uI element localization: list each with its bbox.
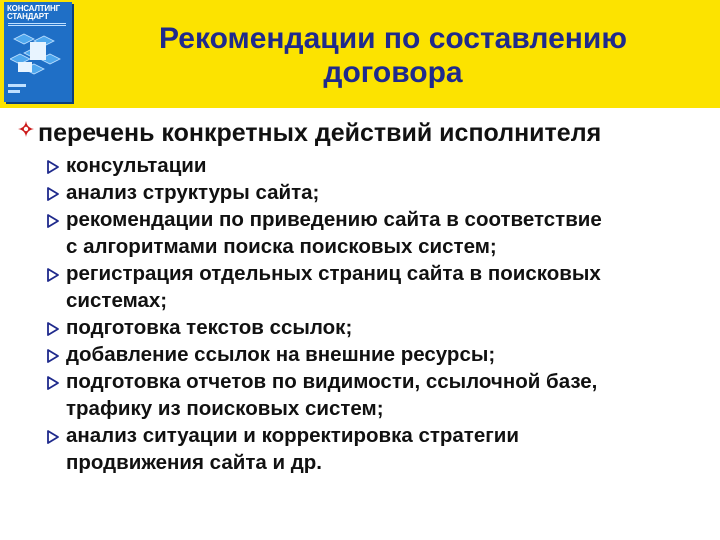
list-item: [0, 152, 706, 179]
slide-title-line1: Рекомендации по составлению: [159, 22, 627, 55]
list-item-line: регистрация отдельных страниц сайта в поисковых: [66, 262, 601, 285]
logo-footer-mark: [8, 84, 26, 87]
triangle-right-outline-icon: [46, 430, 60, 444]
logo-title-line1: КОНСАЛТИНГ: [7, 4, 60, 13]
triangle-right-outline-icon: [46, 322, 60, 336]
triangle-right-outline-icon: [46, 187, 60, 201]
list-item: [0, 368, 706, 422]
slide-title: [78, 22, 708, 90]
list-item: [0, 422, 706, 476]
list-item-line: с алгоритмами поиска поисковых систем;: [66, 235, 497, 258]
list-item-line: анализ структуры сайта;: [66, 181, 320, 204]
list-item: [0, 206, 706, 260]
consulting-standard-book-logo: [4, 2, 72, 102]
list-item-line: рекомендации по приведению сайта в соответствие: [66, 208, 602, 231]
triangle-right-outline-icon: [46, 268, 60, 282]
list-item-line: трафику из поисковых систем;: [66, 397, 384, 420]
cubes-illustration-icon: [10, 32, 66, 80]
slide-title-line2: договора: [323, 56, 463, 89]
four-point-star-icon: [18, 121, 34, 137]
triangle-right-outline-icon: [46, 160, 60, 174]
triangle-right-outline-icon: [46, 349, 60, 363]
main-heading: перечень конкретных действий исполнителя: [38, 119, 602, 147]
list-item: [0, 341, 706, 368]
list-item-line: консультации: [66, 154, 207, 177]
logo-title: [7, 5, 69, 21]
list-item-line: продвижения сайта и др.: [66, 451, 322, 474]
list-item-line: добавление ссылок на внешние ресурсы;: [66, 343, 496, 366]
logo-footer-mark-2: [8, 90, 20, 93]
list-item-line: системах;: [66, 289, 168, 312]
logo-subtitle-lines: [8, 23, 66, 29]
list-item-line: подготовка отчетов по видимости, ссылочной базе,: [66, 370, 598, 393]
list-item-line: анализ ситуации и корректировка стратегии: [66, 424, 519, 447]
triangle-right-outline-icon: [46, 214, 60, 228]
logo-title-line2: СТАНДАРТ: [7, 12, 49, 21]
list-item-line: подготовка текстов ссылок;: [66, 316, 353, 339]
list-item: [0, 314, 706, 341]
actions-list: [0, 152, 720, 476]
list-item: [0, 260, 706, 314]
title-banner: [0, 0, 720, 108]
triangle-right-outline-icon: [46, 376, 60, 390]
list-item: [0, 179, 706, 206]
